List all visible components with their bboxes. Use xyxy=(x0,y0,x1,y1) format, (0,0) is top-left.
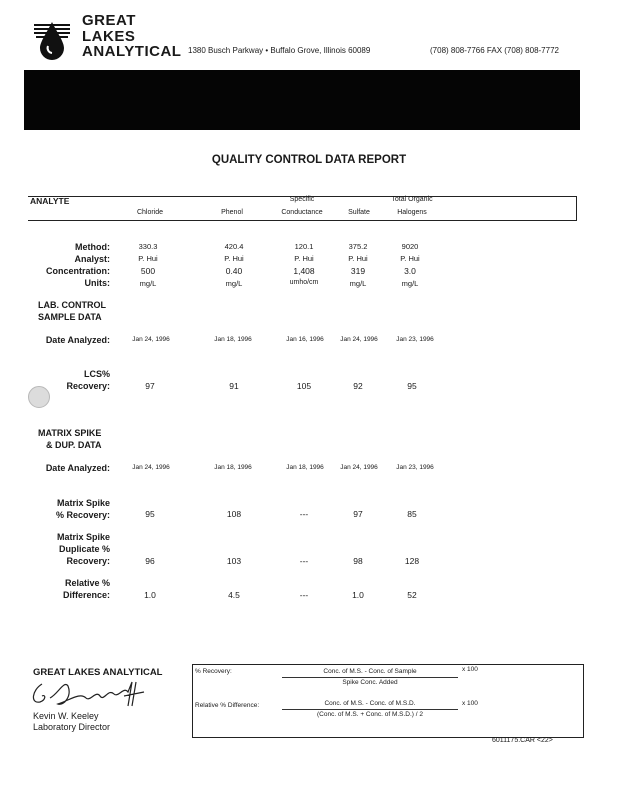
analyte-label: ANALYTE xyxy=(30,196,70,206)
msd-recovery-label-line2: Duplicate % xyxy=(58,544,110,554)
msd-recovery-value: 103 xyxy=(226,556,242,566)
ms-recovery-value: 108 xyxy=(226,509,242,519)
method-label: Method: xyxy=(75,242,110,252)
ms-recovery-value: --- xyxy=(299,509,309,519)
concentration-value: 3.0 xyxy=(404,266,416,276)
method-value: 375.2 xyxy=(348,242,368,251)
lcs-recovery-value: 97 xyxy=(145,381,155,391)
recovery-fraction-bar xyxy=(282,677,458,678)
units-value: mg/L xyxy=(225,279,243,288)
ms-recovery-value: 85 xyxy=(407,509,417,519)
company-phone: (708) 808-7766 FAX (708) 808-7772 xyxy=(430,46,559,55)
method-value: 330.3 xyxy=(138,242,158,251)
concentration-value: 1,408 xyxy=(293,266,315,276)
concentration-label: Concentration: xyxy=(46,266,110,276)
units-value: mg/L xyxy=(139,279,157,288)
lcs-recovery-value: 92 xyxy=(353,381,363,391)
ms-heading-line1: MATRIX SPIKE xyxy=(38,428,102,438)
ms-date-label: Date Analyzed: xyxy=(45,463,110,473)
analyst-value: P. Hui xyxy=(224,254,244,263)
units-value: umho/cm xyxy=(289,279,319,286)
analyst-label: Analyst: xyxy=(74,254,110,264)
rpd-fraction-bar xyxy=(282,709,458,710)
lcs-date: Jan 18, 1996 xyxy=(214,336,252,343)
lcs-date-label: Date Analyzed: xyxy=(45,335,110,345)
redaction-bar xyxy=(24,70,580,130)
column-header: Phenol xyxy=(221,209,243,216)
rpd-formula-label: Relative % Difference: xyxy=(195,702,260,709)
column-header: Conductance xyxy=(281,209,323,216)
column-header: Sulfate xyxy=(348,209,370,216)
column-header: Halogens xyxy=(397,209,427,216)
msd-recovery-value: 98 xyxy=(353,556,363,566)
signature-name: Kevin W. Keeley xyxy=(33,711,99,721)
rpd-formula-denominator: (Conc. of M.S. + Conc. of M.S.D.) / 2 xyxy=(316,711,424,718)
rpd-formula-numerator: Conc. of M.S. - Conc. of M.S.D. xyxy=(324,700,416,707)
ms-heading-line2: & DUP. DATA xyxy=(46,440,102,450)
ms-date: Jan 24, 1996 xyxy=(340,464,378,471)
column-header-top: Specific xyxy=(289,196,315,203)
ms-recovery-value: 95 xyxy=(145,509,155,519)
analyst-value: P. Hui xyxy=(138,254,158,263)
ms-date: Jan 24, 1996 xyxy=(132,464,170,471)
recovery-formula-multiplier: x 100 xyxy=(462,666,478,673)
concentration-value: 319 xyxy=(350,266,366,276)
units-value: mg/L xyxy=(349,279,367,288)
lcs-date: Jan 23, 1996 xyxy=(396,336,434,343)
lcs-recovery-value: 95 xyxy=(407,381,417,391)
msd-recovery-label-line1: Matrix Spike xyxy=(56,532,110,542)
rpd-label-line1: Relative % xyxy=(64,578,110,588)
column-header-top: Total Organic xyxy=(391,196,433,203)
rpd-formula-multiplier: x 100 xyxy=(462,700,478,707)
recovery-formula-numerator: Conc. of M.S. - Conc. of Sample xyxy=(323,668,417,675)
method-value: 120.1 xyxy=(294,242,314,251)
analyst-value: P. Hui xyxy=(294,254,314,263)
company-address: 1380 Busch Parkway • Buffalo Grove, Illinois 60089 xyxy=(188,46,371,55)
ms-recovery-label-line2: % Recovery: xyxy=(55,510,110,520)
concentration-value: 0.40 xyxy=(225,266,243,276)
column-header: Chloride xyxy=(136,209,164,216)
ms-date: Jan 23, 1996 xyxy=(396,464,434,471)
ms-date: Jan 18, 1996 xyxy=(214,464,252,471)
msd-recovery-value: 128 xyxy=(404,556,420,566)
lcs-date: Jan 24, 1996 xyxy=(132,336,170,343)
report-title: QUALITY CONTROL DATA REPORT xyxy=(211,154,407,166)
msd-recovery-value: --- xyxy=(299,556,309,566)
rpd-value: 1.0 xyxy=(144,590,156,600)
lcs-date: Jan 16, 1996 xyxy=(286,336,324,343)
rpd-value: 1.0 xyxy=(352,590,364,600)
msd-recovery-value: 96 xyxy=(145,556,155,566)
concentration-value: 500 xyxy=(140,266,156,276)
company-logo-text: GREAT LAKES ANALYTICAL xyxy=(82,12,182,60)
method-value: 420.4 xyxy=(224,242,244,251)
handwritten-signature xyxy=(28,676,153,712)
lcs-heading-line1: LAB. CONTROL xyxy=(38,300,106,310)
ms-recovery-value: 97 xyxy=(353,509,363,519)
lcs-recovery-label-line2: Recovery: xyxy=(66,381,110,391)
recovery-formula-label: % Recovery: xyxy=(195,668,232,675)
ms-date: Jan 18, 1996 xyxy=(286,464,324,471)
lcs-date: Jan 24, 1996 xyxy=(340,336,378,343)
ms-recovery-label-line1: Matrix Spike xyxy=(56,498,110,508)
analyst-value: P. Hui xyxy=(348,254,368,263)
analyst-value: P. Hui xyxy=(400,254,420,263)
signature-title: Laboratory Director xyxy=(33,722,111,732)
company-logo-icon xyxy=(34,18,70,60)
lcs-heading-line2: SAMPLE DATA xyxy=(38,312,102,322)
document-code: 6011175.CAR <22> xyxy=(492,737,553,744)
msd-recovery-label-line3: Recovery: xyxy=(66,556,110,566)
lcs-recovery-value: 105 xyxy=(296,381,312,391)
rpd-value: 4.5 xyxy=(228,590,240,600)
rpd-value: 52 xyxy=(407,590,417,600)
units-label: Units: xyxy=(84,278,110,288)
lcs-recovery-value: 91 xyxy=(229,381,239,391)
lcs-recovery-label-line1: LCS% xyxy=(83,369,110,379)
rpd-label-line2: Difference: xyxy=(62,590,110,600)
units-value: mg/L xyxy=(401,279,419,288)
rpd-value: --- xyxy=(299,590,309,600)
method-value: 9020 xyxy=(401,242,419,251)
signature-company: GREAT LAKES ANALYTICAL xyxy=(33,667,163,678)
recovery-formula-denominator: Spike Conc. Added xyxy=(342,679,398,686)
